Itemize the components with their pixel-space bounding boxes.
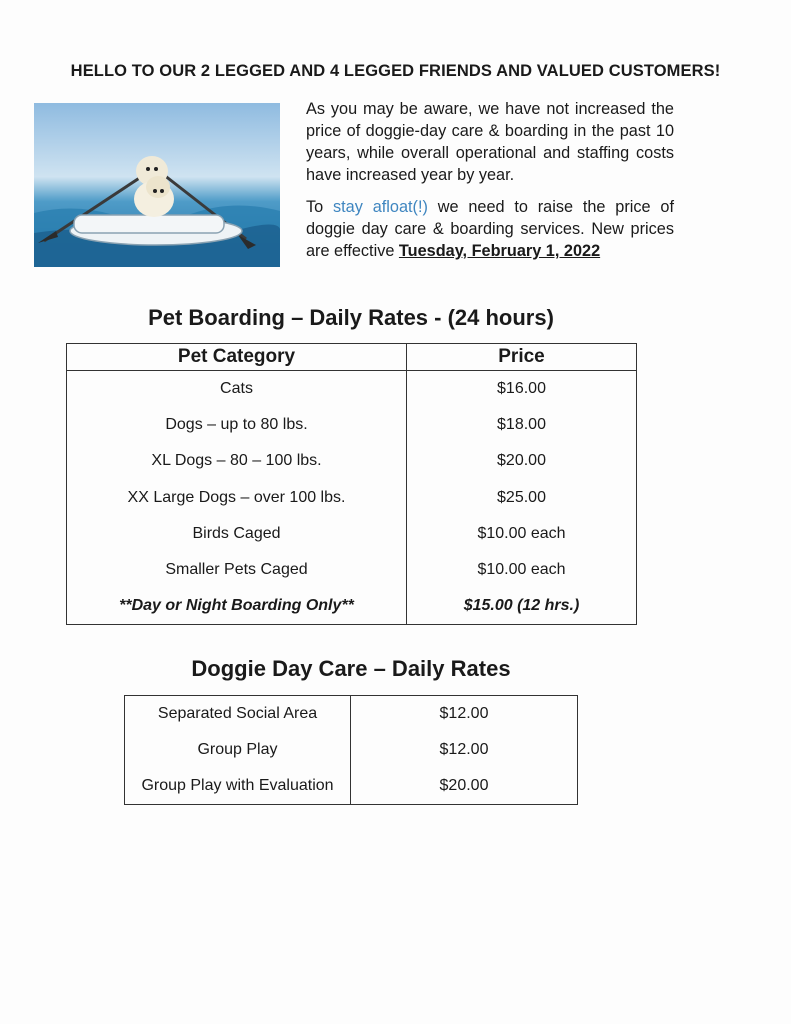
table-row [67, 371, 637, 408]
table-row [67, 443, 637, 479]
category-cell: Smaller Pets Caged [67, 552, 407, 588]
price-cell: $10.00 each [407, 516, 637, 552]
stay-afloat-text: stay afloat(!) [333, 198, 428, 216]
category-cell: XX Large Dogs – over 100 lbs. [67, 480, 407, 516]
table-row [67, 407, 637, 443]
category-cell: Birds Caged [67, 516, 407, 552]
intro-paragraph-1: As you may be aware, we have not increased the price of doggie-day care & boarding in the past 10 years, while overall operational and staffing costs have increased year by year. [306, 100, 674, 184]
table-row [67, 552, 637, 588]
service-cell: Group Play [125, 732, 351, 768]
headline: HELLO TO OUR 2 LEGGED AND 4 LEGGED FRIENDS AND VALUED CUSTOMERS! [70, 62, 721, 80]
service-cell: Separated Social Area [125, 696, 351, 733]
price-cell: $10.00 each [407, 552, 637, 588]
table-row [125, 696, 578, 733]
boarding-rates-table [66, 343, 637, 625]
dogs-rowing-boat-icon [34, 103, 280, 267]
price-cell: $16.00 [407, 371, 637, 408]
price-cell: $25.00 [407, 480, 637, 516]
table-row-day-night [67, 588, 637, 625]
daycare-rates-table [124, 695, 578, 805]
price-cell: $20.00 [351, 768, 578, 805]
price-cell: $15.00 (12 hrs.) [407, 588, 637, 625]
category-cell: XL Dogs – 80 – 100 lbs. [67, 443, 407, 479]
price-cell: $12.00 [351, 696, 578, 733]
table-row [125, 768, 578, 805]
table-header-row [67, 344, 637, 371]
price-cell: $12.00 [351, 732, 578, 768]
intro-text-after: we need to raise the price of doggie day care & boarding services. New prices are effective [306, 198, 674, 260]
intro-text [306, 98, 674, 272]
boarding-title: Pet Boarding – Daily Rates - (24 hours) [148, 305, 554, 330]
category-cell: Cats [67, 371, 407, 408]
column-header-category: Pet Category [67, 344, 407, 371]
price-cell: $20.00 [407, 443, 637, 479]
column-header-price: Price [407, 344, 637, 371]
table-row [67, 516, 637, 552]
category-cell: Dogs – up to 80 lbs. [67, 407, 407, 443]
dogs-in-boat-photo [34, 103, 280, 267]
price-cell: $18.00 [407, 407, 637, 443]
intro-paragraph-2 [306, 196, 674, 262]
effective-date: Tuesday, February 1, 2022 [398, 242, 601, 260]
daycare-title: Doggie Day Care – Daily Rates [191, 656, 511, 681]
intro-text-before: To [306, 198, 334, 216]
table-row [67, 480, 637, 516]
table-row [125, 732, 578, 768]
category-cell: **Day or Night Boarding Only** [67, 588, 407, 625]
service-cell: Group Play with Evaluation [125, 768, 351, 805]
